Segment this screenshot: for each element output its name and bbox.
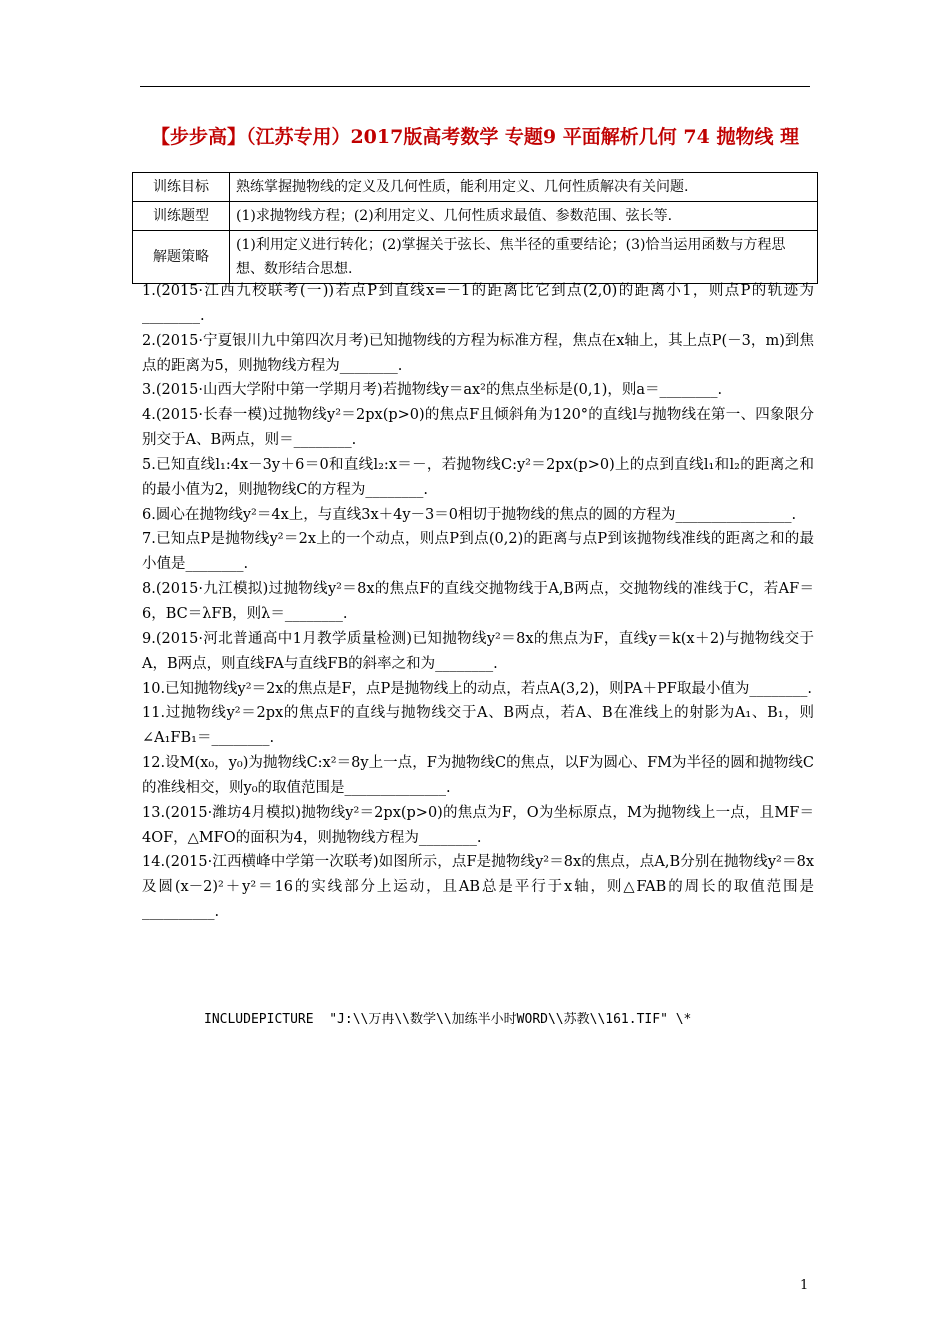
table-row [133, 231, 818, 284]
table-row-content: (1)利用定义进行转化；(2)掌握关于弦长、焦半径的重要结论；(3)恰当运用函数与方程思想、数形结合思想. [230, 231, 818, 284]
table-row-content: 熟练掌握抛物线的定义及几何性质，能利用定义、几何性质解决有关问题. [230, 173, 818, 202]
table-row [133, 173, 818, 202]
header-rule [140, 86, 810, 87]
question-1: 1.(2015·江西九校联考(一))若点P到直线x=－1的距离比它到点(2,0)的距离小1，则点P的轨迹为________. [142, 283, 814, 324]
question-8: 8.(2015·九江模拟)过抛物线y²＝8x的焦点F的直线交抛物线于A,B两点，交抛物线的准线于C，若AF＝6，BC＝λFB，则λ＝________. [142, 581, 814, 622]
question-14: 14.(2015·江西横峰中学第一次联考)如图所示，点F是抛物线y²＝8x的焦点，点A,B分别在抛物线y²＝8x及圆(x－2)²＋y²＝16的实线部分上运动，且AB总是平行于x轴，则△FAB的周长的取值范围是__________. [142, 854, 814, 921]
table-row-label: 训练目标 [133, 173, 230, 202]
question-list [142, 279, 814, 925]
question-2: 2.(2015·宁夏银川九中第四次月考)已知抛物线的方程为标准方程，焦点在x轴上，其上点P(－3，m)到焦点的距离为5，则抛物线方程为________. [142, 332, 814, 374]
question-7: 7.已知点P是抛物线y²＝2x上的一个动点，则点P到点(0,2)的距离与点P到该抛物线准线的距离之和的最小值是________. [142, 531, 814, 573]
table-row-label: 解题策略 [133, 231, 230, 284]
training-strategy-table [132, 172, 818, 284]
table-row-content: (1)求抛物线方程；(2)利用定义、几何性质求最值、参数范围、弦长等. [230, 202, 818, 231]
question-13: 13.(2015·潍坊4月模拟)抛物线y²＝2px(p>0)的焦点为F，O为坐标原点，M为抛物线上一点，且MF＝4OF，△MFO的面积为4，则抛物线方程为________. [142, 804, 814, 846]
question-11: 11.过抛物线y²＝2px的焦点F的直线与抛物线交于A、B两点，若A、B在准线上的射影为A₁、B₁，则∠A₁FB₁＝________. [142, 705, 814, 747]
document-title: 【步步高】（江苏专用）2017版高考数学 专题9 平面解析几何 74 抛物线 理 [150, 126, 800, 148]
question-3: 3.(2015·山西大学附中第一学期月考)若抛物线y＝ax²的焦点坐标是(0,1)，则a＝________. [142, 382, 723, 399]
include-picture-field: INCLUDEPICTURE "J:\\万冉\\数学\\加练半小时WORD\\苏教\\161.TIF" \* [204, 1012, 692, 1027]
table-row-label: 训练题型 [133, 202, 230, 231]
page-number: 1 [800, 1278, 809, 1293]
table-row [133, 202, 818, 231]
question-10: 10.已知抛物线y²＝2x的焦点是F，点P是抛物线上的动点，若点A(3,2)，则PA＋PF取最小值为________. [142, 680, 812, 697]
question-9: 9.(2015·河北普通高中1月教学质量检测)已知抛物线y²＝8x的焦点为F，直线y＝k(x＋2)与抛物线交于A，B两点，则直线FA与直线FB的斜率之和为________. [142, 630, 814, 672]
question-5: 5.已知直线l₁:4x－3y＋6＝0和直线l₂:x＝－，若抛物线C:y²＝2px(p>0)上的点到直线l₁和l₂的距离之和的最小值为2，则抛物线C的方程为________. [142, 456, 814, 498]
question-12: 12.设M(x₀，y₀)为抛物线C:x²＝8y上一点，F为抛物线C的焦点，以F为圆心、FM为半径的圆和抛物线C的准线相交，则y₀的取值范围是______________. [142, 755, 814, 796]
question-4: 4.(2015·长春一模)过抛物线y²＝2px(p>0)的焦点F且倾斜角为120°的直线l与抛物线在第一、四象限分别交于A、B两点，则＝________. [142, 407, 814, 449]
question-6: 6.圆心在抛物线y²＝4x上，与直线3x＋4y－3＝0相切于抛物线的焦点的圆的方程为________________. [142, 506, 797, 523]
